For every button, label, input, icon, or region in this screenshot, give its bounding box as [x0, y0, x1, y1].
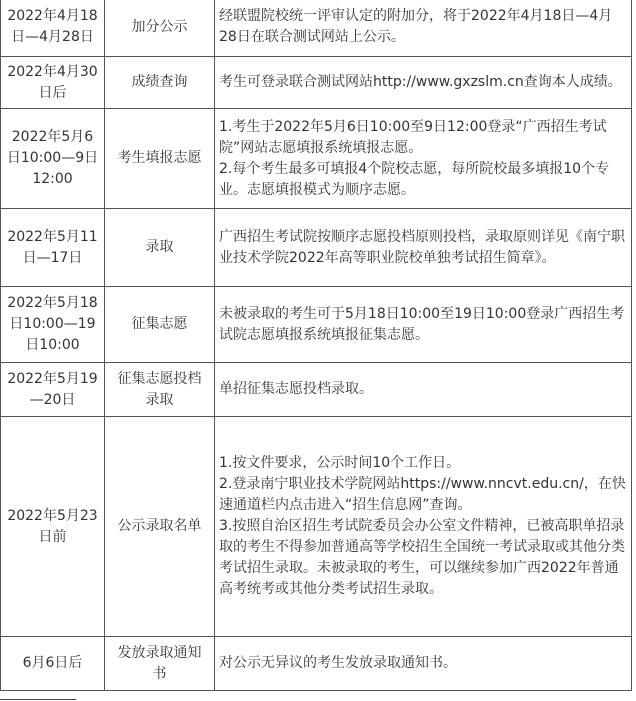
- date-text: 6月6日后: [22, 655, 83, 671]
- item-cell: [105, 209, 215, 287]
- date-text: 2022年4月30: [7, 63, 98, 80]
- date-cell: [1, 0, 105, 57]
- item-text: 征集志愿: [131, 316, 188, 332]
- date-text: 日10:00: [25, 337, 80, 353]
- date-text: 2022年4月18: [7, 8, 98, 24]
- item-cell: [105, 287, 215, 363]
- item-cell: [105, 363, 215, 417]
- description-cell: [215, 417, 632, 637]
- description-cell: [215, 637, 632, 691]
- date-text: 2022年5月6: [11, 129, 94, 145]
- table-row: [1, 109, 632, 209]
- date-cell: [1, 287, 105, 363]
- description-cell: [215, 0, 632, 57]
- item-text: 成绩查询: [131, 74, 188, 90]
- date-text: —20日: [29, 391, 76, 408]
- description-text: 1.按文件要求，公示时间10个工作日。: [219, 455, 461, 471]
- table-row: [1, 209, 632, 287]
- date-text: 2022年5月19: [7, 370, 98, 387]
- date-text: 2022年5月23: [7, 507, 98, 524]
- description-text: 1.考生于2022年5月6日10:00至9日12:00登录“广西招生考试院”网站志愿填报系统填报志愿。: [219, 118, 607, 156]
- item-cell: [105, 109, 215, 209]
- description-text: 未被录取的考生可于5月18日10:00至19日10:00登录广西招生考试院志愿填报系统填报征集志愿。: [219, 305, 625, 343]
- item-text: 录取: [145, 239, 174, 255]
- description-text: 2.登录南宁职业技术学院网站https://www.nncvt.edu.cn/，在快速通道栏内点击进入“招生信息网”查询。: [219, 476, 626, 513]
- date-cell: [1, 417, 105, 637]
- date-text: 12:00: [32, 171, 73, 187]
- description-cell: [215, 109, 632, 209]
- item-cell: [105, 0, 215, 57]
- date-cell: [1, 363, 105, 417]
- item-text: 公示录取名单: [117, 518, 202, 534]
- date-text: 日10:00—19: [9, 316, 96, 332]
- divider: [0, 699, 76, 700]
- table-row: [1, 0, 632, 57]
- date-text: 2022年5月18: [7, 295, 98, 311]
- date-cell: [1, 109, 105, 209]
- date-text: 日前: [38, 528, 67, 545]
- description-cell: [215, 287, 632, 363]
- cropped-text-remnant: [0, 697, 80, 701]
- table-row: [1, 637, 632, 691]
- description-cell: [215, 209, 632, 287]
- item-text: 加分公示: [131, 18, 188, 35]
- description-text: 单招征集志愿投档录取。: [219, 381, 373, 397]
- item-text: 书: [152, 665, 167, 682]
- description-text: 考生可登录联合测试网站http://www.gxzslm.cn查询本人成绩。: [219, 74, 622, 90]
- date-text: 日10:00—9日: [6, 150, 99, 166]
- item-cell: [105, 57, 215, 109]
- description-text: 广西招生考试院按顺序志愿投档原则投档，录取原则详见《南宁职业技术学院2022年高等职业院校单独考试招生简章》。: [219, 228, 625, 266]
- date-text: 日—17日: [22, 249, 83, 266]
- item-text: 发放录取通知: [117, 644, 202, 661]
- date-text: 日后: [38, 84, 67, 101]
- date-cell: [1, 637, 105, 691]
- description-text: 对公示无异议的考生发放录取通知书。: [219, 655, 457, 671]
- item-text: 征集志愿投档: [117, 370, 202, 387]
- date-cell: [1, 209, 105, 287]
- item-text: 考生填报志愿: [117, 150, 202, 166]
- item-cell: [105, 637, 215, 691]
- description-cell: [215, 57, 632, 109]
- description-cell: [215, 363, 632, 417]
- table-row: [1, 417, 632, 637]
- date-text: 2022年5月11: [7, 228, 98, 245]
- date-text: 日—4月28日: [11, 29, 94, 45]
- item-cell: [105, 417, 215, 637]
- table-row: [1, 363, 632, 417]
- description-text: 3.按照自治区招生考试院委员会办公室文件精神，已被高职单招录取的考生不得参加普通高等学校招生全国统一考试录取或其他分类考试招生录取。未被录取的考生，可以继续参加广西2022年普通高考统考或其他分类考试招生录取。: [219, 518, 625, 597]
- description-text: 2.每个考生最多可填报4个院校志愿，每所院校最多填报10个专业。志愿填报模式为顺序志愿。: [219, 160, 610, 198]
- item-text: 录取: [145, 391, 174, 408]
- table-row: [1, 287, 632, 363]
- table-row: [1, 57, 632, 109]
- date-cell: [1, 57, 105, 109]
- description-text: 经联盟院校统一评审认定的附加分，将于2022年4月18日—4月28日在联合测试网站上公示。: [219, 8, 613, 45]
